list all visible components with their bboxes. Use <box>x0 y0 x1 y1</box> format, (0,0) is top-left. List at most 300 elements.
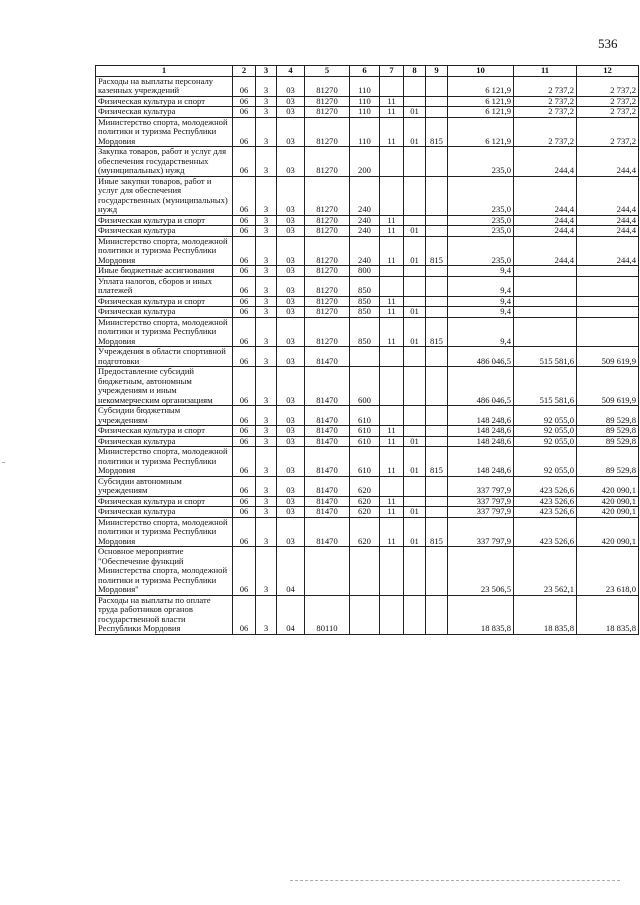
code-subprogram: 03 <box>277 307 305 318</box>
code-department <box>426 147 448 177</box>
code-expense-type: 240 <box>350 236 380 266</box>
amount-year3 <box>577 296 639 307</box>
code-subprogram: 03 <box>277 447 305 477</box>
amount-year3: 244,4 <box>577 236 639 266</box>
table-row <box>96 236 639 266</box>
code-section: 11 <box>380 507 404 518</box>
code-department <box>426 406 448 426</box>
code-program: 3 <box>256 107 277 118</box>
code-section <box>380 406 404 426</box>
amount-year1: 9,4 <box>448 307 514 318</box>
code-section: 11 <box>380 317 404 347</box>
code-ministry: 06 <box>233 517 256 547</box>
code-department <box>426 496 448 507</box>
column-header: 6 <box>350 66 380 77</box>
code-direction: 81270 <box>305 276 350 296</box>
code-expense-type: 600 <box>350 367 380 406</box>
amount-year3 <box>577 317 639 347</box>
code-direction: 81270 <box>305 226 350 237</box>
amount-year1: 6 121,9 <box>448 117 514 147</box>
code-department <box>426 426 448 437</box>
amount-year3: 244,4 <box>577 176 639 215</box>
code-program: 3 <box>256 406 277 426</box>
amount-year2: 423 526,6 <box>514 496 577 507</box>
code-section <box>380 367 404 406</box>
code-subprogram: 03 <box>277 496 305 507</box>
code-program: 3 <box>256 447 277 477</box>
row-name: Расходы на выплаты по оплате труда работников органов государственной власти Республики Мордовия <box>96 595 233 634</box>
code-department <box>426 226 448 237</box>
amount-year1: 18 835,8 <box>448 595 514 634</box>
amount-year1: 23 506,5 <box>448 547 514 596</box>
amount-year2: 2 737,2 <box>514 76 577 96</box>
code-direction: 81270 <box>305 236 350 266</box>
code-subprogram: 03 <box>277 96 305 107</box>
code-expense-type: 200 <box>350 147 380 177</box>
amount-year1: 148 248,6 <box>448 447 514 477</box>
amount-year1: 337 797,9 <box>448 496 514 507</box>
amount-year3: 509 619,9 <box>577 367 639 406</box>
code-expense-type: 610 <box>350 436 380 447</box>
row-name: Министерство спорта, молодежной политики и туризма Республики Мордовия <box>96 236 233 266</box>
amount-year2: 515 581,6 <box>514 367 577 406</box>
code-subsection <box>404 406 426 426</box>
code-department: 815 <box>426 117 448 147</box>
column-header: 12 <box>577 66 639 77</box>
amount-year3: 244,4 <box>577 215 639 226</box>
code-subsection: 01 <box>404 436 426 447</box>
code-subprogram: 03 <box>277 117 305 147</box>
amount-year3 <box>577 276 639 296</box>
table-row <box>96 347 639 367</box>
code-direction: 81270 <box>305 176 350 215</box>
amount-year3: 420 090,1 <box>577 496 639 507</box>
amount-year3: 89 529,8 <box>577 447 639 477</box>
code-program: 3 <box>256 276 277 296</box>
code-program: 3 <box>256 317 277 347</box>
amount-year3: 2 737,2 <box>577 76 639 96</box>
code-program: 3 <box>256 476 277 496</box>
amount-year3: 2 737,2 <box>577 107 639 118</box>
row-name: Основное мероприятие "Обеспечение функций Министерства спорта, молодежной политики и туризма Республики Мордовия" <box>96 547 233 596</box>
row-name: Физическая культура и спорт <box>96 426 233 437</box>
code-program: 3 <box>256 507 277 518</box>
amount-year2 <box>514 276 577 296</box>
amount-year2: 92 055,0 <box>514 426 577 437</box>
code-ministry: 06 <box>233 236 256 266</box>
code-department <box>426 276 448 296</box>
column-header: 1 <box>96 66 233 77</box>
code-subsection <box>404 426 426 437</box>
amount-year3: 89 529,8 <box>577 436 639 447</box>
amount-year2: 18 835,8 <box>514 595 577 634</box>
code-ministry: 06 <box>233 406 256 426</box>
column-header: 3 <box>256 66 277 77</box>
code-expense-type: 850 <box>350 307 380 318</box>
amount-year2: 423 526,6 <box>514 517 577 547</box>
code-program: 3 <box>256 436 277 447</box>
amount-year3: 420 090,1 <box>577 476 639 496</box>
code-subsection: 01 <box>404 107 426 118</box>
code-ministry: 06 <box>233 107 256 118</box>
code-subprogram: 03 <box>277 226 305 237</box>
table-row <box>96 547 639 596</box>
code-section: 11 <box>380 436 404 447</box>
amount-year1: 148 248,6 <box>448 426 514 437</box>
code-program: 3 <box>256 307 277 318</box>
code-direction: 81470 <box>305 517 350 547</box>
code-subprogram: 03 <box>277 507 305 518</box>
amount-year2: 423 526,6 <box>514 476 577 496</box>
code-program: 3 <box>256 236 277 266</box>
code-subsection <box>404 476 426 496</box>
code-department <box>426 307 448 318</box>
row-name: Физическая культура <box>96 226 233 237</box>
code-department <box>426 76 448 96</box>
code-program: 3 <box>256 147 277 177</box>
code-subprogram: 03 <box>277 406 305 426</box>
row-name: Физическая культура и спорт <box>96 496 233 507</box>
row-name: Иные бюджетные ассигнования <box>96 266 233 277</box>
code-expense-type: 110 <box>350 96 380 107</box>
code-ministry: 06 <box>233 266 256 277</box>
code-expense-type: 800 <box>350 266 380 277</box>
code-section: 11 <box>380 215 404 226</box>
code-ministry: 06 <box>233 426 256 437</box>
amount-year2: 244,4 <box>514 147 577 177</box>
code-subprogram: 04 <box>277 547 305 596</box>
amount-year2: 2 737,2 <box>514 107 577 118</box>
code-subsection: 01 <box>404 317 426 347</box>
row-name: Физическая культура и спорт <box>96 215 233 226</box>
column-header: 2 <box>233 66 256 77</box>
code-subsection <box>404 367 426 406</box>
column-header: 4 <box>277 66 305 77</box>
code-program: 3 <box>256 76 277 96</box>
row-name: Иные закупки товаров, работ и услуг для обеспечения государственных (муниципальных) нужд <box>96 176 233 215</box>
table-row <box>96 436 639 447</box>
code-subsection <box>404 296 426 307</box>
code-expense-type: 610 <box>350 447 380 477</box>
code-department <box>426 507 448 518</box>
code-direction: 81470 <box>305 367 350 406</box>
code-subsection <box>404 496 426 507</box>
code-direction: 81270 <box>305 317 350 347</box>
code-ministry: 06 <box>233 147 256 177</box>
code-subsection: 01 <box>404 447 426 477</box>
code-section: 11 <box>380 296 404 307</box>
amount-year1: 9,4 <box>448 266 514 277</box>
amount-year3: 89 529,8 <box>577 406 639 426</box>
amount-year2: 244,4 <box>514 226 577 237</box>
code-program: 3 <box>256 176 277 215</box>
amount-year1: 9,4 <box>448 317 514 347</box>
code-ministry: 06 <box>233 367 256 406</box>
code-direction: 81270 <box>305 266 350 277</box>
amount-year2: 244,4 <box>514 176 577 215</box>
code-subprogram: 03 <box>277 76 305 96</box>
code-subsection <box>404 215 426 226</box>
code-expense-type: 850 <box>350 317 380 347</box>
row-name: Субсидии автономным учреждениям <box>96 476 233 496</box>
code-ministry: 06 <box>233 436 256 447</box>
code-department: 815 <box>426 517 448 547</box>
amount-year1: 486 046,5 <box>448 347 514 367</box>
code-department <box>426 347 448 367</box>
amount-year1: 6 121,9 <box>448 76 514 96</box>
amount-year3: 23 618,0 <box>577 547 639 596</box>
code-expense-type: 610 <box>350 426 380 437</box>
column-header: 9 <box>426 66 448 77</box>
amount-year1: 486 046,5 <box>448 367 514 406</box>
binding-mark <box>2 462 5 463</box>
amount-year2: 92 055,0 <box>514 447 577 477</box>
table-row <box>96 226 639 237</box>
amount-year1: 9,4 <box>448 296 514 307</box>
column-header: 11 <box>514 66 577 77</box>
code-department <box>426 266 448 277</box>
code-department <box>426 96 448 107</box>
code-expense-type: 240 <box>350 226 380 237</box>
code-ministry: 06 <box>233 547 256 596</box>
code-department: 815 <box>426 447 448 477</box>
amount-year3: 420 090,1 <box>577 507 639 518</box>
column-header: 10 <box>448 66 514 77</box>
code-direction: 81470 <box>305 406 350 426</box>
code-direction: 81470 <box>305 507 350 518</box>
row-name: Физическая культура и спорт <box>96 296 233 307</box>
code-section <box>380 347 404 367</box>
code-section <box>380 76 404 96</box>
code-section <box>380 147 404 177</box>
row-name: Физическая культура <box>96 436 233 447</box>
code-department <box>426 107 448 118</box>
row-name: Физическая культура <box>96 107 233 118</box>
code-section <box>380 176 404 215</box>
code-ministry: 06 <box>233 117 256 147</box>
row-name: Министерство спорта, молодежной политики и туризма Республики Мордовия <box>96 517 233 547</box>
code-section: 11 <box>380 107 404 118</box>
table-header-row <box>96 66 639 77</box>
table-row <box>96 517 639 547</box>
amount-year2: 423 526,6 <box>514 507 577 518</box>
code-subprogram: 04 <box>277 595 305 634</box>
table-row <box>96 266 639 277</box>
table-body <box>96 76 639 634</box>
code-subprogram: 03 <box>277 215 305 226</box>
code-direction: 81470 <box>305 496 350 507</box>
amount-year3 <box>577 266 639 277</box>
code-direction: 81470 <box>305 347 350 367</box>
code-subsection <box>404 96 426 107</box>
code-section <box>380 476 404 496</box>
amount-year1: 337 797,9 <box>448 507 514 518</box>
code-direction: 81270 <box>305 117 350 147</box>
code-subprogram: 03 <box>277 176 305 215</box>
code-subsection <box>404 276 426 296</box>
bottom-divider <box>290 880 620 882</box>
amount-year2: 244,4 <box>514 215 577 226</box>
amount-year2: 515 581,6 <box>514 347 577 367</box>
code-subsection <box>404 266 426 277</box>
code-program: 3 <box>256 547 277 596</box>
code-direction: 80110 <box>305 595 350 634</box>
row-name: Субсидии бюджетным учреждениям <box>96 406 233 426</box>
table-row <box>96 117 639 147</box>
code-subprogram: 03 <box>277 517 305 547</box>
code-subsection <box>404 595 426 634</box>
amount-year2: 244,4 <box>514 236 577 266</box>
code-department <box>426 476 448 496</box>
amount-year1: 6 121,9 <box>448 96 514 107</box>
code-direction: 81270 <box>305 215 350 226</box>
row-name: Уплата налогов, сборов и иных платежей <box>96 276 233 296</box>
column-header: 7 <box>380 66 404 77</box>
code-subprogram: 03 <box>277 147 305 177</box>
code-department <box>426 215 448 226</box>
code-section: 11 <box>380 447 404 477</box>
code-ministry: 06 <box>233 447 256 477</box>
amount-year1: 148 248,6 <box>448 436 514 447</box>
row-name: Министерство спорта, молодежной политики и туризма Республики Мордовия <box>96 317 233 347</box>
table-row <box>96 107 639 118</box>
code-direction: 81270 <box>305 107 350 118</box>
code-expense-type <box>350 347 380 367</box>
code-ministry: 06 <box>233 347 256 367</box>
code-expense-type: 240 <box>350 215 380 226</box>
code-ministry: 06 <box>233 496 256 507</box>
table-row <box>96 147 639 177</box>
code-subprogram: 03 <box>277 107 305 118</box>
amount-year2: 2 737,2 <box>514 96 577 107</box>
code-ministry: 06 <box>233 595 256 634</box>
amount-year3: 509 619,9 <box>577 347 639 367</box>
row-name: Физическая культура <box>96 307 233 318</box>
amount-year3: 2 737,2 <box>577 96 639 107</box>
row-name: Физическая культура <box>96 507 233 518</box>
code-department <box>426 296 448 307</box>
code-ministry: 06 <box>233 96 256 107</box>
code-ministry: 06 <box>233 226 256 237</box>
code-subsection <box>404 76 426 96</box>
code-expense-type: 240 <box>350 176 380 215</box>
code-program: 3 <box>256 595 277 634</box>
code-section <box>380 547 404 596</box>
code-subsection <box>404 176 426 215</box>
code-section: 11 <box>380 96 404 107</box>
amount-year2: 23 562,1 <box>514 547 577 596</box>
code-subsection: 01 <box>404 517 426 547</box>
column-header: 5 <box>305 66 350 77</box>
code-subsection: 01 <box>404 307 426 318</box>
table-row <box>96 476 639 496</box>
code-program: 3 <box>256 496 277 507</box>
code-expense-type: 620 <box>350 496 380 507</box>
code-ministry: 06 <box>233 507 256 518</box>
code-expense-type: 620 <box>350 476 380 496</box>
code-program: 3 <box>256 266 277 277</box>
table-row <box>96 296 639 307</box>
table-row <box>96 496 639 507</box>
amount-year2 <box>514 266 577 277</box>
code-ministry: 06 <box>233 476 256 496</box>
table-row <box>96 307 639 318</box>
amount-year2: 92 055,0 <box>514 436 577 447</box>
code-section: 11 <box>380 426 404 437</box>
code-direction: 81470 <box>305 436 350 447</box>
amount-year3: 244,4 <box>577 226 639 237</box>
code-subprogram: 03 <box>277 436 305 447</box>
code-expense-type: 110 <box>350 76 380 96</box>
amount-year3: 2 737,2 <box>577 117 639 147</box>
code-program: 3 <box>256 296 277 307</box>
code-expense-type: 850 <box>350 296 380 307</box>
code-section: 11 <box>380 236 404 266</box>
amount-year2: 92 055,0 <box>514 406 577 426</box>
row-name: Предоставление субсидий бюджетным, автономным учреждениям и иным некоммерческим организациям <box>96 367 233 406</box>
code-department: 815 <box>426 317 448 347</box>
code-program: 3 <box>256 226 277 237</box>
code-ministry: 06 <box>233 276 256 296</box>
amount-year1: 235,0 <box>448 236 514 266</box>
code-expense-type: 620 <box>350 517 380 547</box>
code-subsection <box>404 347 426 367</box>
amount-year2 <box>514 317 577 347</box>
table-row <box>96 367 639 406</box>
row-name: Закупка товаров, работ и услуг для обеспечения государственных (муниципальных) нужд <box>96 147 233 177</box>
amount-year3: 420 090,1 <box>577 517 639 547</box>
amount-year2 <box>514 296 577 307</box>
table-row <box>96 276 639 296</box>
code-direction <box>305 547 350 596</box>
code-section: 11 <box>380 117 404 147</box>
table-row <box>96 447 639 477</box>
code-subprogram: 03 <box>277 426 305 437</box>
code-section: 11 <box>380 517 404 547</box>
amount-year2: 2 737,2 <box>514 117 577 147</box>
table-row <box>96 76 639 96</box>
code-program: 3 <box>256 517 277 547</box>
code-section <box>380 266 404 277</box>
code-direction: 81270 <box>305 96 350 107</box>
code-expense-type: 620 <box>350 507 380 518</box>
table-row <box>96 176 639 215</box>
code-expense-type: 110 <box>350 107 380 118</box>
budget-table-container <box>95 65 639 635</box>
code-subsection <box>404 147 426 177</box>
code-section <box>380 276 404 296</box>
code-subsection <box>404 547 426 596</box>
code-direction: 81470 <box>305 447 350 477</box>
amount-year3 <box>577 307 639 318</box>
code-subprogram: 03 <box>277 296 305 307</box>
code-subprogram: 03 <box>277 347 305 367</box>
code-subprogram: 03 <box>277 367 305 406</box>
amount-year1: 235,0 <box>448 215 514 226</box>
table-row <box>96 595 639 634</box>
code-section: 11 <box>380 226 404 237</box>
code-subsection: 01 <box>404 226 426 237</box>
code-ministry: 06 <box>233 317 256 347</box>
code-section: 11 <box>380 307 404 318</box>
row-name: Министерство спорта, молодежной политики и туризма Республики Мордовия <box>96 447 233 477</box>
code-ministry: 06 <box>233 76 256 96</box>
code-program: 3 <box>256 347 277 367</box>
code-ministry: 06 <box>233 176 256 215</box>
amount-year1: 235,0 <box>448 176 514 215</box>
code-program: 3 <box>256 215 277 226</box>
code-department <box>426 176 448 215</box>
